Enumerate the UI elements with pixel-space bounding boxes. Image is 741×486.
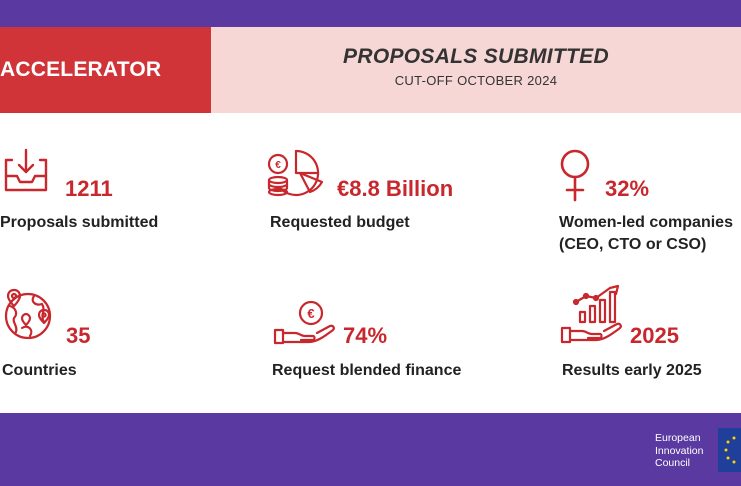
bottom-band — [0, 413, 741, 486]
page-subtitle: CUT-OFF OCTOBER 2024 — [394, 73, 558, 88]
eic-logo-text — [655, 432, 703, 470]
stat-value-budget: €8.8 Billion — [337, 176, 454, 201]
stat-label-women-line2: (CEO, CTO or CSO) — [559, 236, 707, 253]
header-program-box — [0, 27, 211, 113]
page-title: PROPOSALS SUBMITTED — [343, 45, 609, 68]
stat-value-countries: 35 — [66, 323, 91, 348]
globe-pins-icon — [0, 288, 58, 345]
stat-label-budget: Requested budget — [270, 214, 410, 231]
stat-label-countries: Countries — [2, 362, 77, 379]
eu-flag-icon — [718, 428, 741, 472]
eic-line2: Innovation — [655, 444, 704, 457]
hand-growth-chart-icon — [560, 284, 624, 351]
stat-label-women — [559, 212, 733, 256]
svg-text:€: € — [307, 306, 315, 321]
eic-line1: European — [655, 432, 701, 444]
stat-value-results: 2025 — [630, 323, 679, 348]
stat-label-results: Results early 2025 — [562, 362, 702, 379]
stat-label-proposals: Proposals submitted — [0, 214, 159, 231]
top-band — [0, 0, 741, 27]
female-symbol-icon — [558, 148, 592, 207]
inbox-download-icon — [2, 148, 50, 199]
program-name: ACCELERATOR — [0, 58, 162, 81]
stat-value-blended: 74% — [343, 323, 388, 348]
header-title-box — [211, 27, 741, 113]
stat-label-blended: Request blended finance — [272, 362, 462, 379]
pie-chart-coins-icon — [266, 148, 328, 203]
stat-value-proposals: 1211 — [65, 176, 113, 201]
eic-line3: Council — [655, 457, 691, 469]
stat-value-women: 32% — [605, 176, 650, 201]
svg-text:€: € — [275, 160, 281, 171]
stat-label-women-line1: Women-led companies — [559, 214, 733, 231]
hand-euro-coin-icon — [273, 300, 337, 351]
